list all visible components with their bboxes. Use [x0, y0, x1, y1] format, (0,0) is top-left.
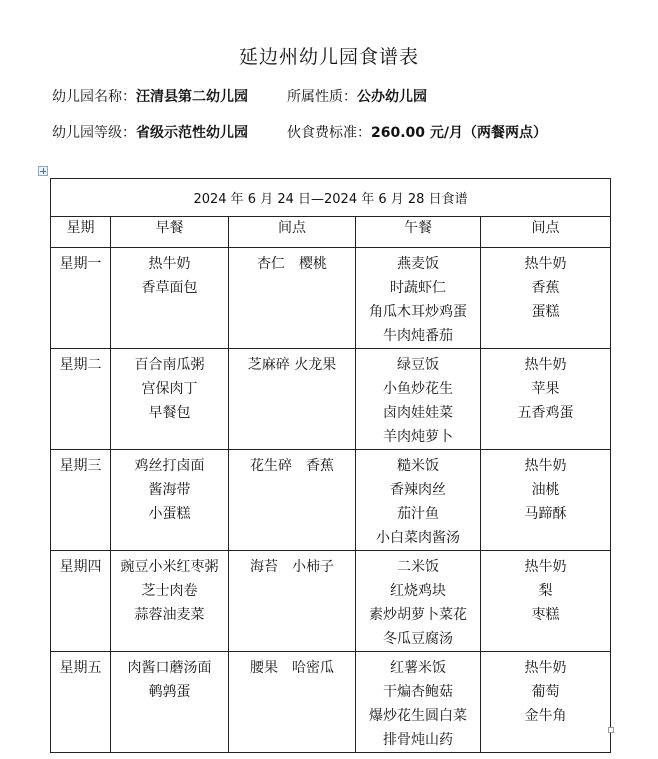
dish-item: 红烧鸡块 — [390, 583, 446, 599]
day-label: 星期二 — [59, 357, 102, 373]
breakfast-cell — [111, 652, 229, 753]
snack-afternoon-cell — [481, 349, 611, 450]
snack-afternoon-cell — [481, 652, 611, 753]
dish-item: 卤肉娃娃菜 — [383, 405, 453, 421]
snack-afternoon-cell — [481, 450, 611, 551]
dish-item: 马蹄酥 — [524, 506, 567, 522]
dish-item: 红薯米饭 — [390, 660, 446, 676]
header-lunch: 午餐 — [356, 217, 481, 248]
dish-item: 冬瓜豆腐汤 — [383, 631, 453, 647]
dish-item: 芝士肉卷 — [141, 583, 198, 599]
dish-item: 小鱼炒花生 — [383, 381, 453, 397]
kindergarten-name-value: 汪清县第二幼儿园 — [136, 89, 248, 105]
header-day: 星期 — [51, 217, 111, 248]
header-snack-afternoon: 间点 — [481, 217, 611, 248]
day-cell — [51, 349, 111, 450]
dish-item: 宫保肉丁 — [141, 381, 198, 397]
lunch-cell — [356, 349, 481, 450]
dish-item: 鹌鹑蛋 — [148, 684, 191, 700]
table-caption: 2024 年 6 月 24 日—2024 年 6 月 28 日食谱 — [51, 179, 611, 217]
kindergarten-name-label: 幼儿园名称： — [52, 89, 136, 105]
dish-item: 热牛奶 — [524, 256, 567, 272]
lunch-cell — [356, 450, 481, 551]
day-label: 星期四 — [59, 559, 102, 575]
snack-item: 芝麻碎 火龙果 — [247, 357, 337, 373]
kindergarten-type-label: 所属性质： — [287, 89, 357, 105]
lunch-cell — [356, 248, 481, 349]
dish-item: 角瓜木耳炒鸡蛋 — [369, 304, 467, 320]
dish-item: 素炒胡萝卜菜花 — [369, 607, 467, 623]
dish-item: 蛋糕 — [531, 304, 560, 320]
breakfast-cell — [111, 551, 229, 652]
dish-item: 热牛奶 — [148, 256, 191, 272]
menu-table — [50, 178, 611, 753]
snack-afternoon-cell — [481, 551, 611, 652]
dish-item: 肉酱口蘑汤面 — [127, 660, 212, 676]
dish-item: 五香鸡蛋 — [517, 405, 574, 421]
dish-item: 茄汁鱼 — [397, 506, 439, 522]
kindergarten-grade — [52, 122, 248, 142]
dish-item: 热牛奶 — [524, 458, 567, 474]
dish-item: 枣糕 — [531, 607, 560, 623]
breakfast-cell — [111, 450, 229, 551]
table-move-handle-icon[interactable] — [38, 166, 48, 176]
dish-item: 绿豆饭 — [397, 357, 439, 373]
meal-fee-value: 260.00 元/月（两餐两点） — [371, 125, 548, 141]
day-label: 星期五 — [59, 660, 102, 676]
dish-item: 牛肉炖番茄 — [383, 328, 453, 344]
snack-morning-cell — [229, 248, 356, 349]
breakfast-cell — [111, 248, 229, 349]
header-breakfast: 早餐 — [111, 217, 229, 248]
snack-morning-cell — [229, 551, 356, 652]
lunch-cell — [356, 652, 481, 753]
day-cell — [51, 551, 111, 652]
dish-item: 鸡丝打卤面 — [134, 458, 205, 474]
dish-item: 葡萄 — [531, 684, 560, 700]
dish-item: 百合南瓜粥 — [134, 357, 205, 373]
snack-afternoon-cell — [481, 248, 611, 349]
dish-item: 香草面包 — [141, 280, 198, 296]
dish-item: 金牛角 — [524, 708, 567, 724]
dish-item: 羊肉炖萝卜 — [383, 429, 453, 445]
kindergarten-name — [52, 86, 248, 106]
dish-item: 燕麦饭 — [397, 256, 439, 272]
dish-item: 热牛奶 — [524, 559, 567, 575]
dish-item: 热牛奶 — [524, 357, 567, 373]
snack-morning-cell — [229, 349, 356, 450]
page-title: 延边州幼儿园食谱表 — [238, 46, 419, 68]
table-resize-handle[interactable] — [608, 727, 614, 733]
dish-item: 时蔬虾仁 — [390, 280, 446, 296]
kindergarten-grade-label: 幼儿园等级： — [52, 125, 136, 141]
table-row — [51, 450, 611, 551]
dish-item: 梨 — [538, 583, 553, 599]
table-row — [51, 349, 611, 450]
dish-item: 干煸杏鲍菇 — [383, 684, 453, 700]
dish-item: 排骨炖山药 — [383, 732, 453, 748]
meal-fee — [287, 122, 547, 142]
breakfast-cell — [111, 349, 229, 450]
snack-morning-cell — [229, 652, 356, 753]
day-cell — [51, 450, 111, 551]
dish-item: 豌豆小米红枣粥 — [120, 559, 219, 575]
table-row — [51, 248, 611, 349]
snack-item: 杏仁 樱桃 — [257, 256, 327, 272]
dish-item: 小蛋糕 — [148, 506, 191, 522]
kindergarten-type — [287, 86, 427, 106]
kindergarten-type-value: 公办幼儿园 — [357, 89, 427, 105]
dish-item: 二米饭 — [397, 559, 439, 575]
snack-item: 腰果 哈密瓜 — [250, 660, 334, 676]
dish-item: 糙米饭 — [397, 458, 439, 474]
lunch-cell — [356, 551, 481, 652]
kindergarten-grade-value: 省级示范性幼儿园 — [136, 125, 248, 141]
table-header-row — [51, 217, 611, 248]
dish-item: 小白菜肉酱汤 — [376, 530, 460, 546]
dish-item: 热牛奶 — [524, 660, 567, 676]
dish-item: 苹果 — [531, 381, 560, 397]
dish-item: 爆炒花生圆白菜 — [369, 708, 467, 724]
header-snack-morning: 间点 — [229, 217, 356, 248]
dish-item: 油桃 — [531, 482, 560, 498]
day-cell — [51, 248, 111, 349]
table-row — [51, 551, 611, 652]
day-label: 星期三 — [59, 458, 102, 474]
day-cell — [51, 652, 111, 753]
snack-item: 花生碎 香蕉 — [250, 458, 334, 474]
dish-item: 香蕉 — [531, 280, 560, 296]
table-row — [51, 652, 611, 753]
dish-item: 蒜蓉油麦菜 — [134, 607, 205, 623]
day-label: 星期一 — [59, 256, 102, 272]
dish-item: 早餐包 — [148, 405, 191, 421]
snack-morning-cell — [229, 450, 356, 551]
snack-item: 海苔 小柿子 — [250, 559, 334, 575]
dish-item: 酱海带 — [148, 482, 191, 498]
meal-fee-label: 伙食费标准： — [287, 125, 371, 141]
dish-item: 香辣肉丝 — [390, 482, 446, 498]
